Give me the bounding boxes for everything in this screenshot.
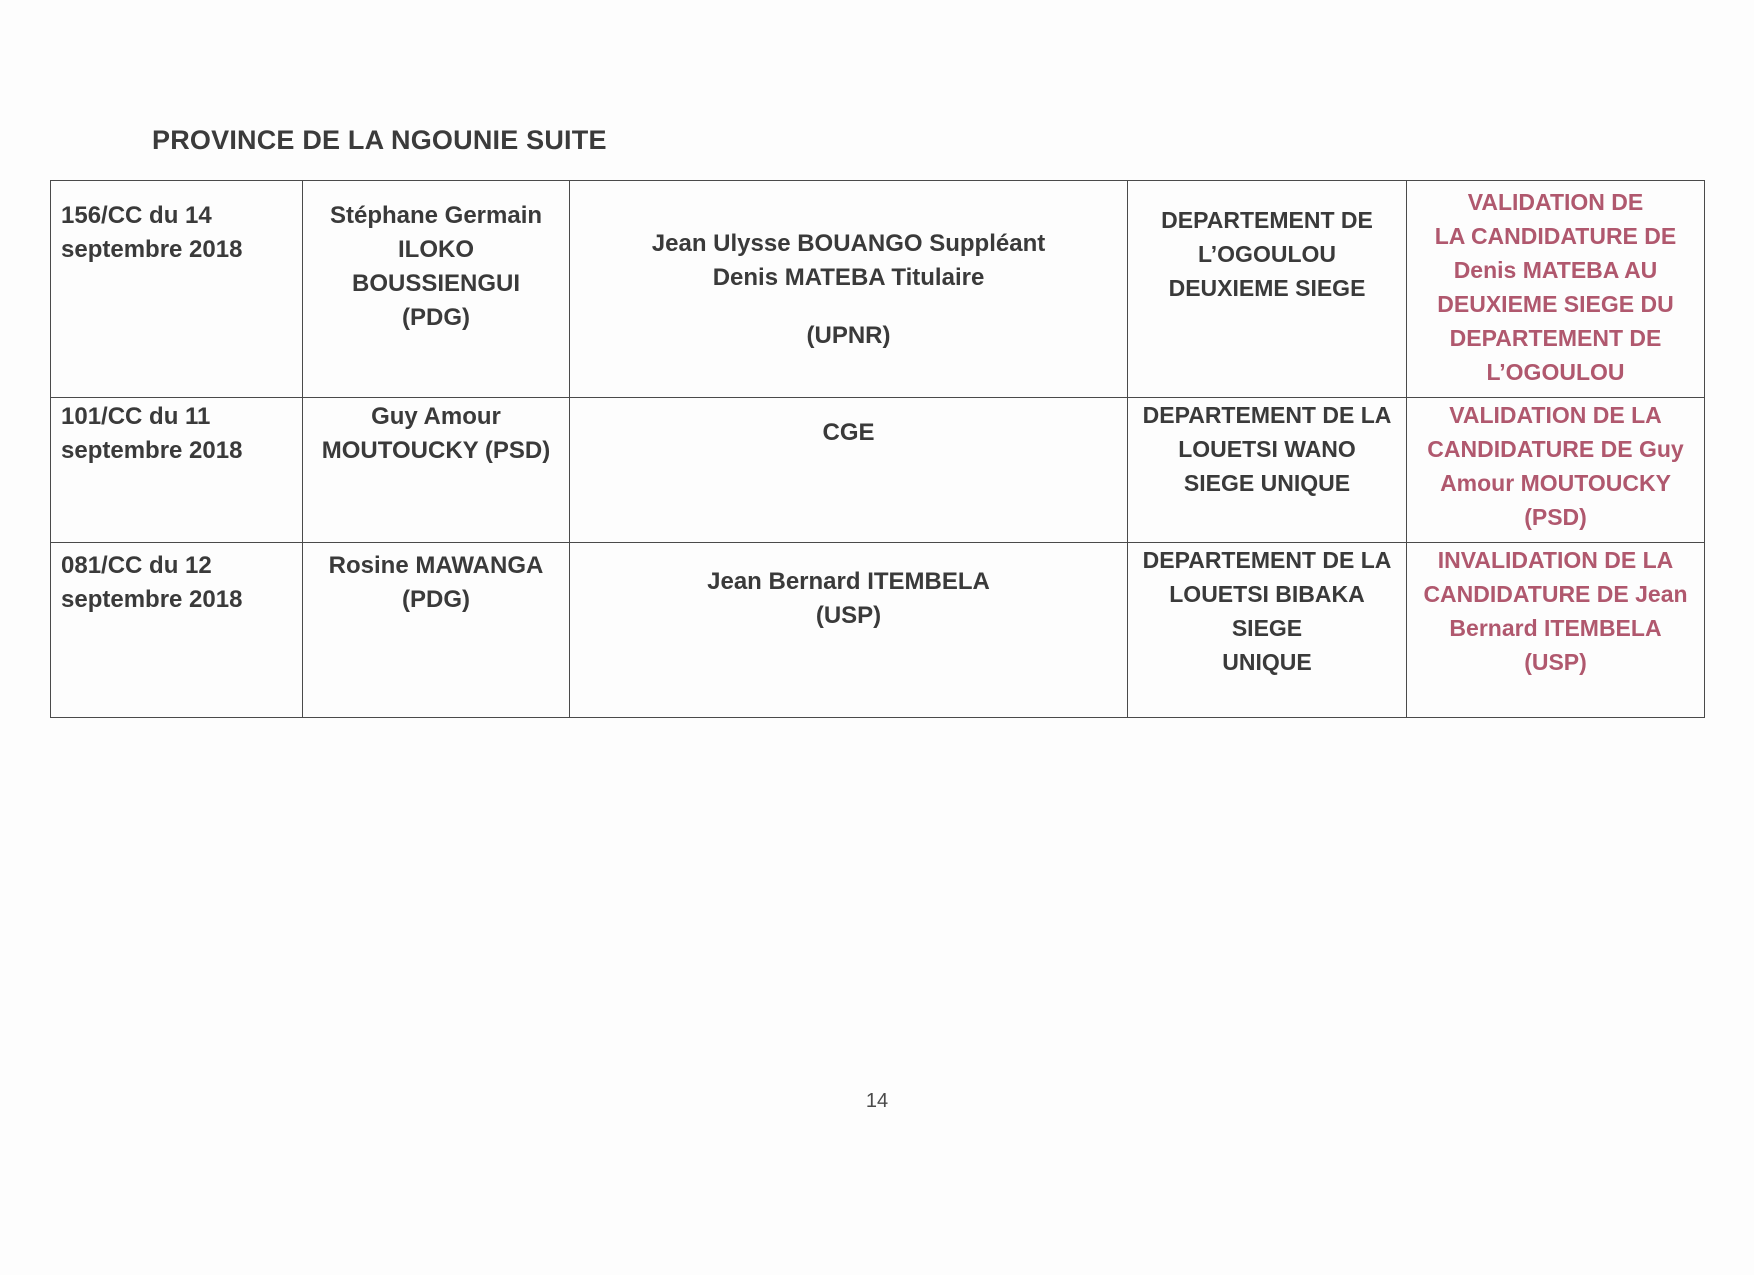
outcome-cell — [1407, 398, 1705, 543]
candidate-line: Stéphane Germain — [329, 202, 543, 229]
constituency-cell — [1128, 181, 1407, 398]
decision-line: septembre 2018 — [61, 437, 243, 464]
decision-cell — [51, 398, 303, 543]
decision-line: septembre 2018 — [61, 586, 243, 613]
outcome-cell — [1407, 543, 1705, 718]
contested-cell — [570, 543, 1128, 718]
candidate-line: (PDG) — [402, 304, 470, 331]
candidate-cell — [303, 181, 570, 398]
candidate-line: MOUTOUCKY (PSD) — [321, 437, 551, 464]
decision-line: 156/CC du 14 — [61, 202, 212, 229]
outcome-line: L’OGOULOU — [1486, 359, 1625, 385]
outcome-line: (PSD) — [1524, 504, 1587, 530]
page-heading: PROVINCE DE LA NGOUNIE SUITE — [152, 125, 607, 155]
constituency-line: LOUETSI BIBAKA SIEGE — [1169, 581, 1365, 641]
table-row — [51, 181, 1705, 398]
candidate-line: Rosine MAWANGA — [328, 552, 544, 579]
outcome-line: (USP) — [1524, 649, 1587, 675]
constituency-line: SIEGE UNIQUE — [1183, 470, 1351, 496]
contested-cell — [570, 181, 1128, 398]
table-row — [51, 398, 1705, 543]
candidate-cell — [303, 543, 570, 718]
contested-line: (USP) — [815, 602, 882, 629]
constituency-line: DEUXIEME SIEGE — [1168, 275, 1366, 301]
outcome-cell — [1407, 181, 1705, 398]
outcome-line: VALIDATION DE — [1467, 189, 1644, 215]
contested-line: CGE — [822, 419, 875, 446]
table-row — [51, 543, 1705, 718]
outcome-line: DEUXIEME SIEGE DU — [1437, 291, 1674, 317]
decision-cell — [51, 181, 303, 398]
outcome-line: Amour MOUTOUCKY — [1440, 470, 1671, 496]
outcome-line: INVALIDATION DE LA — [1437, 547, 1674, 573]
contested-line: Denis MATEBA Titulaire — [712, 264, 985, 291]
outcome-line: CANDIDATURE DE Jean — [1423, 581, 1688, 607]
constituency-cell — [1128, 543, 1407, 718]
outcome-line: VALIDATION DE LA — [1449, 402, 1662, 428]
contested-cell — [570, 398, 1128, 543]
decision-line: septembre 2018 — [61, 236, 243, 263]
outcome-line: CANDIDATURE DE Guy — [1427, 436, 1684, 462]
constituency-line: DEPARTEMENT DE LA — [1142, 547, 1392, 573]
candidate-line: Guy Amour — [371, 403, 501, 430]
outcome-line: Denis MATEBA AU — [1453, 257, 1658, 283]
rulings-table — [50, 180, 1705, 718]
candidate-line: BOUSSIENGUI — [351, 270, 521, 297]
constituency-line: UNIQUE — [1222, 649, 1312, 675]
decision-line: 081/CC du 12 — [61, 552, 212, 579]
decision-cell — [51, 543, 303, 718]
outcome-line: DEPARTEMENT DE — [1449, 325, 1662, 351]
constituency-line: LOUETSI WANO — [1178, 436, 1356, 462]
constituency-line: DEPARTEMENT DE LA — [1142, 402, 1392, 428]
decision-line: 101/CC du 11 — [61, 403, 211, 430]
contested-line: (UPNR) — [806, 322, 891, 349]
contested-line: Jean Ulysse BOUANGO Suppléant — [651, 230, 1046, 257]
candidate-cell — [303, 398, 570, 543]
constituency-line: DEPARTEMENT DE — [1161, 207, 1373, 233]
constituency-cell — [1128, 398, 1407, 543]
page-number: 14 — [865, 1090, 889, 1112]
contested-line: Jean Bernard ITEMBELA — [707, 568, 990, 595]
candidate-line: (PDG) — [402, 586, 470, 613]
candidate-line: ILOKO — [398, 236, 474, 263]
outcome-line: LA CANDIDATURE DE — [1434, 223, 1677, 249]
outcome-line: Bernard ITEMBELA — [1449, 615, 1662, 641]
constituency-line: L’OGOULOU — [1198, 241, 1336, 267]
